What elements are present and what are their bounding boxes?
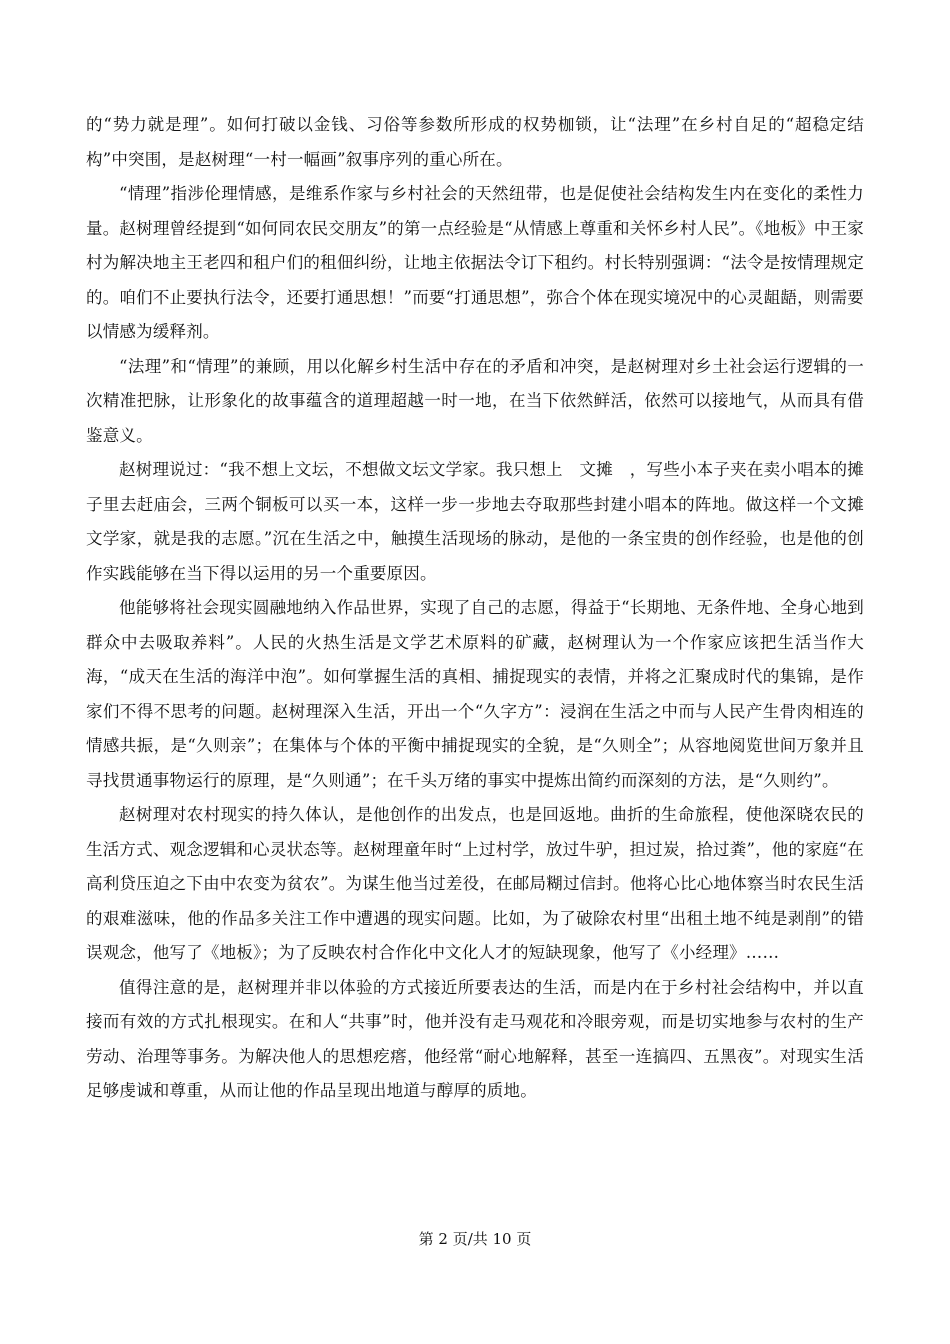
paragraph-6: 赵树理对农村现实的持久体认，是他创作的出发点，也是回返地。曲折的生命旅程，使他深晓农民的生活方式、观念逻辑和心灵状态等。赵树理童年时“上过村学，放过牛驴，担过炭，拾过粪”，他的家庭“在高利贷压迫之下由中农变为贫农”。为谋生他当过差役，在邮局糊过信封。他将心比心地体察当时农民生活的艰难滋味，他的作品多关注工作中遭遇的现实问题。比如，为了破除农村里“出租土地不纯是剥削”的错误观念，他写了《地板》；为了反映农村合作化中文化人才的短缺现象，他写了《小经理》……	[86, 805, 864, 962]
paragraph-5: 他能够将社会现实圆融地纳入作品世界，实现了自己的志愿，得益于“长期地、无条件地、全身心地到群众中去吸取养料”。人民的火热生活是文学艺术原料的矿藏，赵树理认为一个作家应该把生活当作大海，“成天在生活的海洋中泡”。如何掌握生活的真相、捕捉现实的表情，并将之汇聚成时代的集锦，是作家们不得不思考的问题。赵树理深入生活，开出一个“久字方”：浸润在生活之中而与人民产生骨肉相连的情感共振，是“久则亲”；在集体与个体的平衡中捕捉现实的全貌，是“久则全”；从容地阅览世间万象并且寻找贯通事物运行的原理，是“久则通”；在千头万绪的事实中提炼出简约而深刻的方法，是“久则约”。	[86, 598, 864, 790]
paragraph-3: “法理”和“情理”的兼顾，用以化解乡村生活中存在的矛盾和冲突，是赵树理对乡土社会运行逻辑的一次精准把脉，让形象化的故事蕴含的道理超越一时一地，在当下依然鲜活，依然可以接地气，从而具有借鉴意义。	[86, 356, 864, 445]
paragraph-2: “情理”指涉伦理情感，是维系作家与乡村社会的天然纽带，也是促使社会结构发生内在变化的柔性力量。赵树理曾经提到“如何同农民交朋友”的第一点经验是“从情感上尊重和关怀乡村人民”。《地板》中王家村为解决地主王老四和租户们的租佃纠纷，让地主依据法令订下租约。村长特别强调：“法令是按情理规定的。咱们不止要执行法令，还要打通思想！”而要“打通思想”，弥合个体在现实境况中的心灵龃龉，则需要以情感为缓释剂。	[86, 184, 864, 341]
page-footer: 第 2 页/共 10 页	[418, 1230, 532, 1248]
paragraph-7: 值得注意的是，赵树理并非以体验的方式接近所要表达的生活，而是内在于乡村社会结构中，并以直接而有效的方式扎根现实。在和人“共事”时，他并没有走马观花和冷眼旁观，而是切实地参与农村的生产劳动、治理等事务。为解决他人的思想疙瘩，他经常“耐心地解释，甚至一连搞四、五黑夜”。对现实生活足够虔诚和尊重，从而让他的作品呈现出地道与醇厚的质地。	[86, 977, 864, 1100]
paragraph-1: 的“势力就是理”。如何打破以金钱、习俗等参数所形成的权势枷锁，让“法理”在乡村自足的“超稳定结构”中突围，是赵树理“一村一幅画”叙事序列的重心所在。	[86, 115, 864, 169]
document-body	[86, 108, 864, 1109]
paragraph-4: 赵树理说过：“我不想上文坛，不想做文坛文学家。我只想上 文摊 ，写些小本子夹在卖小唱本的摊子里去赶庙会，三两个铜板可以买一本，这样一步一步地去夺取那些封建小唱本的阵地。做这样一个文摊文学家，就是我的志愿。”沉在生活之中，触摸生活现场的脉动，是他的一条宝贵的创作经验，也是他的创作实践能够在当下得以运用的另一个重要原因。	[86, 460, 864, 583]
